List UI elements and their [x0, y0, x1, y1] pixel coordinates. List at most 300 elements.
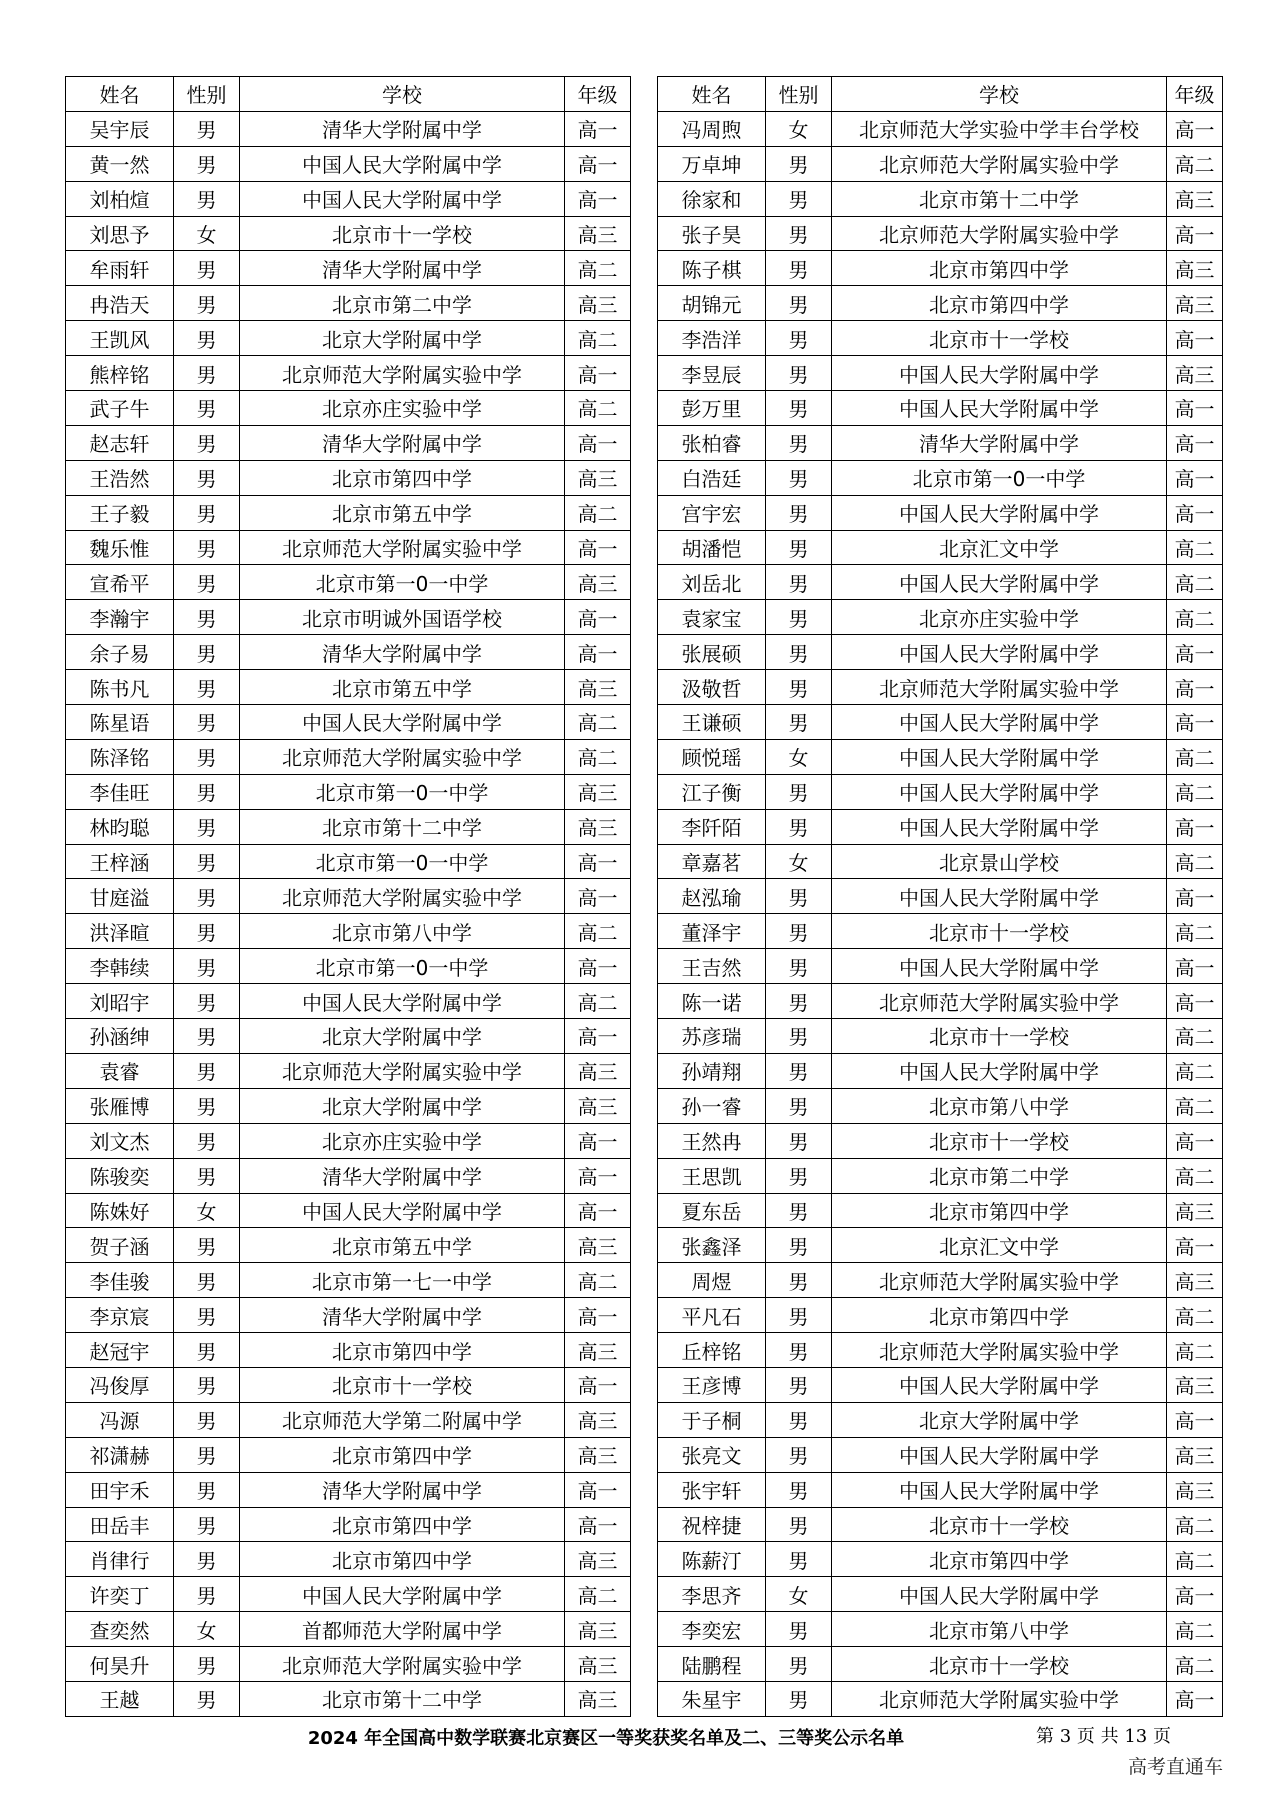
- cell-gender: 男: [766, 1019, 832, 1054]
- cell-school: 北京师范大学附属实验中学: [240, 1647, 565, 1682]
- award-table-right: [657, 76, 1223, 1717]
- cell-grade: 高一: [565, 1472, 631, 1507]
- cell-school: 北京大学附属中学: [240, 1019, 565, 1054]
- cell-grade: 高二: [565, 495, 631, 530]
- cell-grade: 高三: [565, 1437, 631, 1472]
- cell-school: 中国人民大学附属中学: [240, 1193, 565, 1228]
- table-row: [658, 460, 1223, 495]
- cell-school: 中国人民大学附属中学: [832, 739, 1167, 774]
- cell-gender: 男: [766, 356, 832, 391]
- cell-school: 中国人民大学附属中学: [240, 1577, 565, 1612]
- cell-name: 陈书凡: [66, 670, 174, 705]
- table-row: [66, 1158, 631, 1193]
- cell-grade: 高二: [1167, 739, 1223, 774]
- cell-name: 章嘉茗: [658, 844, 766, 879]
- cell-grade: 高一: [1167, 1577, 1223, 1612]
- cell-name: 陈薪汀: [658, 1542, 766, 1577]
- cell-name: 陈一诺: [658, 984, 766, 1019]
- cell-grade: 高一: [565, 844, 631, 879]
- cell-gender: 男: [174, 1577, 240, 1612]
- table-row: [658, 705, 1223, 740]
- cell-gender: 男: [174, 1333, 240, 1368]
- table-row: [658, 1228, 1223, 1263]
- cell-gender: 男: [174, 146, 240, 181]
- cell-gender: 男: [766, 1507, 832, 1542]
- cell-name: 张雁博: [66, 1088, 174, 1123]
- table-row: [658, 251, 1223, 286]
- cell-name: 江子衡: [658, 774, 766, 809]
- cell-grade: 高二: [1167, 565, 1223, 600]
- cell-school: 北京市第四中学: [832, 1542, 1167, 1577]
- cell-school: 中国人民大学附属中学: [832, 1577, 1167, 1612]
- cell-grade: 高二: [1167, 1053, 1223, 1088]
- cell-school: 北京市第一0一中学: [240, 949, 565, 984]
- table-row: [658, 635, 1223, 670]
- cell-gender: 男: [174, 425, 240, 460]
- table-row: [658, 356, 1223, 391]
- cell-grade: 高三: [565, 1402, 631, 1437]
- cell-gender: 男: [174, 1228, 240, 1263]
- table-row: [658, 1472, 1223, 1507]
- table-row: [658, 1053, 1223, 1088]
- cell-gender: 男: [174, 251, 240, 286]
- cell-school: 清华大学附属中学: [240, 111, 565, 146]
- table-row: [66, 670, 631, 705]
- cell-school: 清华大学附属中学: [240, 1472, 565, 1507]
- cell-grade: 高三: [1167, 1263, 1223, 1298]
- cell-gender: 男: [766, 879, 832, 914]
- page-number: 第 3 页 共 13 页: [1036, 1726, 1171, 1747]
- cell-grade: 高一: [1167, 809, 1223, 844]
- cell-name: 陆鹏程: [658, 1647, 766, 1682]
- cell-grade: 高二: [565, 705, 631, 740]
- cell-name: 张展硕: [658, 635, 766, 670]
- table-row: [658, 1019, 1223, 1054]
- cell-grade: 高三: [1167, 1472, 1223, 1507]
- cell-name: 李浩洋: [658, 321, 766, 356]
- cell-school: 中国人民大学附属中学: [240, 181, 565, 216]
- cell-name: 刘岳北: [658, 565, 766, 600]
- cell-name: 董泽宇: [658, 914, 766, 949]
- cell-gender: 男: [174, 1367, 240, 1402]
- cell-gender: 男: [766, 1333, 832, 1368]
- cell-grade: 高三: [1167, 251, 1223, 286]
- cell-name: 王凯风: [66, 321, 174, 356]
- table-row: [658, 1542, 1223, 1577]
- cell-gender: 男: [766, 774, 832, 809]
- cell-gender: 男: [766, 1647, 832, 1682]
- cell-school: 北京市第八中学: [240, 914, 565, 949]
- cell-grade: 高二: [1167, 1088, 1223, 1123]
- cell-school: 北京市第二中学: [832, 1158, 1167, 1193]
- table-row: [658, 495, 1223, 530]
- cell-school: 北京市十一学校: [832, 321, 1167, 356]
- table-row: [66, 1053, 631, 1088]
- table-row: [658, 1402, 1223, 1437]
- cell-gender: 男: [766, 425, 832, 460]
- cell-grade: 高二: [565, 391, 631, 426]
- cell-grade: 高三: [565, 460, 631, 495]
- watermark: 高考直通车: [1128, 1756, 1224, 1778]
- cell-school: 首都师范大学附属中学: [240, 1612, 565, 1647]
- cell-school: 中国人民大学附属中学: [832, 1437, 1167, 1472]
- cell-school: 中国人民大学附属中学: [832, 495, 1167, 530]
- cell-school: 北京市十一学校: [832, 914, 1167, 949]
- cell-grade: 高一: [1167, 705, 1223, 740]
- cell-school: 中国人民大学附属中学: [240, 705, 565, 740]
- cell-name: 林昀聪: [66, 809, 174, 844]
- cell-name: 肖律行: [66, 1542, 174, 1577]
- cell-name: 许奕丁: [66, 1577, 174, 1612]
- table-row: [658, 984, 1223, 1019]
- cell-name: 李昱辰: [658, 356, 766, 391]
- cell-name: 田宇禾: [66, 1472, 174, 1507]
- cell-name: 王谦硕: [658, 705, 766, 740]
- cell-grade: 高二: [1167, 1298, 1223, 1333]
- cell-grade: 高二: [565, 739, 631, 774]
- cell-gender: 男: [766, 1228, 832, 1263]
- cell-school: 北京市第四中学: [240, 1507, 565, 1542]
- table-row: [66, 425, 631, 460]
- cell-gender: 男: [766, 1542, 832, 1577]
- cell-name: 王越: [66, 1681, 174, 1716]
- cell-gender: 男: [766, 286, 832, 321]
- table-row: [66, 1263, 631, 1298]
- cell-school: 北京市第一0一中学: [240, 565, 565, 600]
- cell-gender: 男: [174, 1542, 240, 1577]
- cell-gender: 女: [766, 1577, 832, 1612]
- header-school: 学校: [240, 77, 565, 112]
- table-row: [66, 565, 631, 600]
- cell-gender: 女: [174, 1193, 240, 1228]
- cell-name: 张鑫泽: [658, 1228, 766, 1263]
- cell-grade: 高一: [565, 1298, 631, 1333]
- cell-gender: 男: [174, 914, 240, 949]
- cell-school: 北京市第五中学: [240, 495, 565, 530]
- cell-name: 牟雨轩: [66, 251, 174, 286]
- cell-gender: 男: [766, 1612, 832, 1647]
- table-row: [66, 1647, 631, 1682]
- table-row: [658, 391, 1223, 426]
- cell-grade: 高三: [565, 1333, 631, 1368]
- cell-gender: 男: [174, 984, 240, 1019]
- cell-grade: 高一: [565, 146, 631, 181]
- cell-gender: 男: [174, 1158, 240, 1193]
- cell-school: 北京市第二中学: [240, 286, 565, 321]
- cell-grade: 高三: [565, 286, 631, 321]
- cell-grade: 高二: [1167, 774, 1223, 809]
- cell-grade: 高一: [565, 1507, 631, 1542]
- cell-name: 王吉然: [658, 949, 766, 984]
- cell-name: 赵泓瑜: [658, 879, 766, 914]
- cell-gender: 男: [174, 460, 240, 495]
- cell-gender: 男: [174, 111, 240, 146]
- cell-grade: 高一: [565, 949, 631, 984]
- cell-gender: 男: [174, 1263, 240, 1298]
- cell-grade: 高一: [1167, 670, 1223, 705]
- cell-school: 北京亦庄实验中学: [240, 391, 565, 426]
- cell-grade: 高二: [1167, 1507, 1223, 1542]
- cell-gender: 男: [174, 391, 240, 426]
- cell-gender: 男: [766, 565, 832, 600]
- cell-gender: 男: [174, 181, 240, 216]
- cell-gender: 男: [766, 216, 832, 251]
- cell-grade: 高三: [565, 670, 631, 705]
- cell-name: 张柏睿: [658, 425, 766, 460]
- cell-school: 北京市第四中学: [832, 251, 1167, 286]
- cell-gender: 男: [174, 286, 240, 321]
- cell-grade: 高二: [1167, 146, 1223, 181]
- cell-school: 北京市十一学校: [832, 1647, 1167, 1682]
- cell-school: 北京市十一学校: [240, 1367, 565, 1402]
- cell-name: 张子昊: [658, 216, 766, 251]
- table-row: [658, 914, 1223, 949]
- cell-name: 何昊升: [66, 1647, 174, 1682]
- cell-school: 中国人民大学附属中学: [832, 1053, 1167, 1088]
- cell-name: 李奕宏: [658, 1612, 766, 1647]
- cell-gender: 男: [174, 635, 240, 670]
- table-row: [66, 600, 631, 635]
- cell-school: 中国人民大学附属中学: [832, 565, 1167, 600]
- cell-gender: 男: [174, 705, 240, 740]
- cell-grade: 高二: [1167, 600, 1223, 635]
- table-row: [658, 1577, 1223, 1612]
- cell-grade: 高一: [1167, 216, 1223, 251]
- cell-name: 李京宸: [66, 1298, 174, 1333]
- cell-name: 宣希平: [66, 565, 174, 600]
- cell-school: 北京市十一学校: [832, 1507, 1167, 1542]
- table-row: [66, 1542, 631, 1577]
- cell-name: 胡潘恺: [658, 530, 766, 565]
- table-row: [658, 530, 1223, 565]
- cell-gender: 男: [766, 391, 832, 426]
- table-row: [66, 1298, 631, 1333]
- table-row: [66, 460, 631, 495]
- cell-grade: 高二: [565, 251, 631, 286]
- table-row: [66, 1472, 631, 1507]
- cell-gender: 男: [766, 251, 832, 286]
- table-row: [658, 216, 1223, 251]
- cell-grade: 高一: [565, 1193, 631, 1228]
- footer-title: 2024 年全国高中数学联赛北京赛区一等奖获奖名单及二、三等奖公示名单: [307, 1728, 905, 1749]
- table-row: [658, 181, 1223, 216]
- header-gender: 性别: [174, 77, 240, 112]
- cell-name: 彭万里: [658, 391, 766, 426]
- cell-school: 北京市第十二中学: [240, 809, 565, 844]
- cell-name: 孙一睿: [658, 1088, 766, 1123]
- cell-gender: 男: [766, 809, 832, 844]
- table-row: [658, 1437, 1223, 1472]
- cell-school: 北京市第五中学: [240, 670, 565, 705]
- table-row: [66, 1437, 631, 1472]
- cell-school: 中国人民大学附属中学: [240, 146, 565, 181]
- table-row: [658, 1333, 1223, 1368]
- cell-grade: 高三: [1167, 181, 1223, 216]
- cell-gender: 男: [766, 670, 832, 705]
- table-row: [66, 1507, 631, 1542]
- cell-name: 李佳骏: [66, 1263, 174, 1298]
- cell-grade: 高三: [565, 1612, 631, 1647]
- cell-gender: 男: [174, 1053, 240, 1088]
- cell-name: 张亮文: [658, 1437, 766, 1472]
- table-row: [66, 216, 631, 251]
- cell-gender: 男: [766, 1123, 832, 1158]
- table-row: [658, 565, 1223, 600]
- table-row: [658, 146, 1223, 181]
- table-row: [66, 1123, 631, 1158]
- table-row: [66, 1088, 631, 1123]
- cell-gender: 女: [766, 111, 832, 146]
- cell-school: 北京师范大学附属实验中学: [240, 1053, 565, 1088]
- cell-grade: 高三: [1167, 1193, 1223, 1228]
- table-row: [658, 1507, 1223, 1542]
- cell-gender: 男: [174, 600, 240, 635]
- header-name: 姓名: [658, 77, 766, 112]
- cell-gender: 男: [174, 321, 240, 356]
- cell-gender: 女: [766, 739, 832, 774]
- cell-gender: 男: [766, 914, 832, 949]
- cell-grade: 高二: [1167, 530, 1223, 565]
- cell-grade: 高三: [565, 809, 631, 844]
- cell-grade: 高一: [1167, 949, 1223, 984]
- table-row: [66, 949, 631, 984]
- cell-name: 刘柏煊: [66, 181, 174, 216]
- cell-grade: 高二: [1167, 1612, 1223, 1647]
- cell-grade: 高一: [1167, 425, 1223, 460]
- cell-gender: 男: [174, 1088, 240, 1123]
- cell-name: 李韩续: [66, 949, 174, 984]
- cell-school: 清华大学附属中学: [240, 635, 565, 670]
- table-row: [66, 146, 631, 181]
- header-row: [66, 77, 631, 112]
- cell-school: 北京师范大学附属实验中学: [832, 216, 1167, 251]
- cell-name: 赵志轩: [66, 425, 174, 460]
- table-row: [658, 1193, 1223, 1228]
- header-grade: 年级: [1167, 77, 1223, 112]
- cell-gender: 男: [174, 670, 240, 705]
- table-row: [66, 321, 631, 356]
- table-row: [658, 1158, 1223, 1193]
- cell-school: 北京市第四中学: [832, 1298, 1167, 1333]
- cell-grade: 高一: [565, 879, 631, 914]
- cell-school: 北京师范大学附属实验中学: [240, 739, 565, 774]
- table-row: [66, 844, 631, 879]
- cell-grade: 高二: [565, 1577, 631, 1612]
- cell-gender: 男: [174, 1647, 240, 1682]
- cell-gender: 男: [174, 530, 240, 565]
- cell-gender: 男: [766, 600, 832, 635]
- table-row: [66, 495, 631, 530]
- cell-name: 赵冠宇: [66, 1333, 174, 1368]
- cell-gender: 男: [766, 1193, 832, 1228]
- cell-school: 北京市第四中学: [240, 1542, 565, 1577]
- cell-gender: 男: [766, 530, 832, 565]
- cell-gender: 男: [766, 635, 832, 670]
- cell-name: 余子易: [66, 635, 174, 670]
- cell-gender: 女: [174, 1612, 240, 1647]
- cell-name: 陈星语: [66, 705, 174, 740]
- cell-name: 万卓坤: [658, 146, 766, 181]
- cell-name: 徐家和: [658, 181, 766, 216]
- cell-gender: 男: [766, 1472, 832, 1507]
- table-row: [66, 1402, 631, 1437]
- cell-name: 汲敬哲: [658, 670, 766, 705]
- cell-grade: 高一: [1167, 1681, 1223, 1716]
- cell-name: 冯周煦: [658, 111, 766, 146]
- cell-grade: 高二: [1167, 1158, 1223, 1193]
- cell-grade: 高二: [1167, 844, 1223, 879]
- cell-grade: 高一: [565, 635, 631, 670]
- table-row: [66, 391, 631, 426]
- table-row: [658, 1123, 1223, 1158]
- table-row: [66, 1367, 631, 1402]
- cell-gender: 男: [174, 1507, 240, 1542]
- cell-grade: 高三: [565, 1542, 631, 1577]
- cell-school: 北京市第八中学: [832, 1088, 1167, 1123]
- cell-grade: 高一: [565, 530, 631, 565]
- cell-name: 查奕然: [66, 1612, 174, 1647]
- cell-school: 北京市第八中学: [832, 1612, 1167, 1647]
- cell-name: 王思凯: [658, 1158, 766, 1193]
- cell-name: 李瀚宇: [66, 600, 174, 635]
- cell-name: 孙靖翔: [658, 1053, 766, 1088]
- cell-grade: 高二: [565, 914, 631, 949]
- cell-school: 北京市第一0一中学: [240, 844, 565, 879]
- header-grade: 年级: [565, 77, 631, 112]
- table-row: [66, 774, 631, 809]
- cell-school: 北京市十一学校: [832, 1019, 1167, 1054]
- table-row: [66, 1228, 631, 1263]
- cell-gender: 男: [174, 356, 240, 391]
- cell-grade: 高一: [1167, 495, 1223, 530]
- cell-name: 丘梓铭: [658, 1333, 766, 1368]
- cell-name: 李思齐: [658, 1577, 766, 1612]
- cell-grade: 高二: [1167, 1019, 1223, 1054]
- table-row: [658, 1298, 1223, 1333]
- table-row: [66, 111, 631, 146]
- table-row: [66, 286, 631, 321]
- table-row: [658, 600, 1223, 635]
- cell-name: 顾悦瑶: [658, 739, 766, 774]
- table-row: [66, 1193, 631, 1228]
- cell-grade: 高一: [565, 356, 631, 391]
- header-row: [658, 77, 1223, 112]
- cell-grade: 高一: [565, 600, 631, 635]
- cell-grade: 高三: [565, 774, 631, 809]
- cell-name: 武子牛: [66, 391, 174, 426]
- cell-gender: 男: [766, 984, 832, 1019]
- table-row: [66, 705, 631, 740]
- cell-school: 北京市第一0一中学: [832, 460, 1167, 495]
- cell-name: 夏东岳: [658, 1193, 766, 1228]
- cell-school: 北京市第一0一中学: [240, 774, 565, 809]
- cell-school: 北京师范大学附属实验中学: [240, 530, 565, 565]
- cell-grade: 高二: [1167, 914, 1223, 949]
- table-row: [658, 809, 1223, 844]
- cell-grade: 高一: [1167, 1402, 1223, 1437]
- cell-grade: 高一: [565, 1158, 631, 1193]
- cell-school: 北京师范大学实验中学丰台学校: [832, 111, 1167, 146]
- cell-name: 胡锦元: [658, 286, 766, 321]
- cell-school: 中国人民大学附属中学: [832, 391, 1167, 426]
- cell-school: 北京师范大学附属实验中学: [832, 1681, 1167, 1716]
- cell-school: 北京市十一学校: [240, 216, 565, 251]
- cell-school: 北京市第四中学: [832, 1193, 1167, 1228]
- table-row: [658, 774, 1223, 809]
- cell-school: 中国人民大学附属中学: [832, 809, 1167, 844]
- cell-school: 北京大学附属中学: [240, 1088, 565, 1123]
- cell-grade: 高二: [565, 984, 631, 1019]
